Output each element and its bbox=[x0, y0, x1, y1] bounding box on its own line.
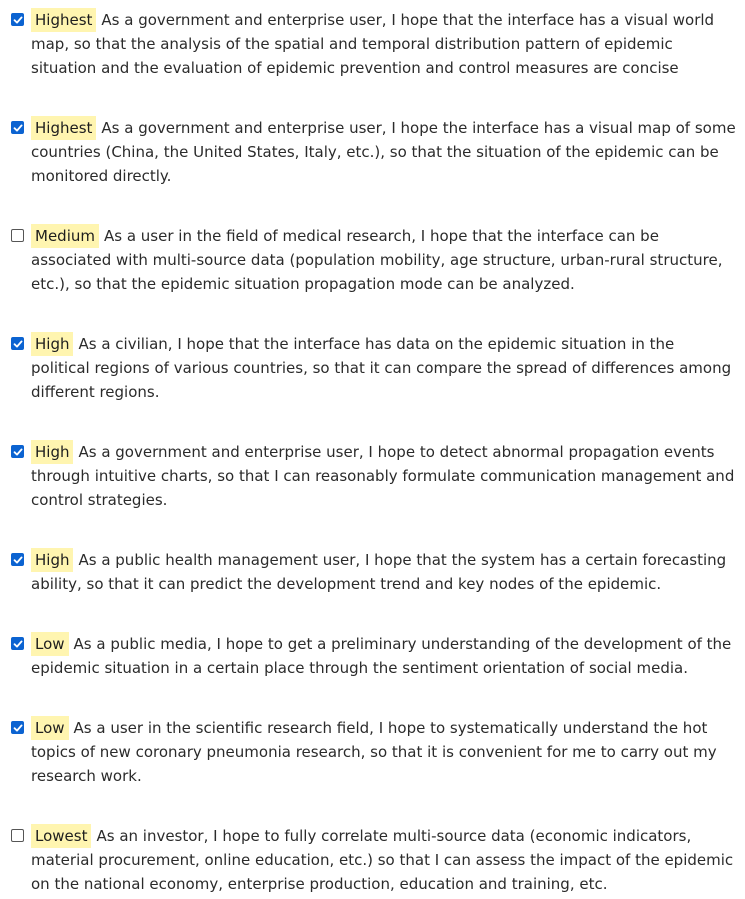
task-text bbox=[31, 224, 736, 296]
priority-badge: Low bbox=[31, 716, 69, 740]
task-text bbox=[31, 8, 736, 80]
task-description: As a user in the scientific research field, I hope to systematically understand the hot topics of new coronary pneumonia research, so that it is convenient for me to carry out my research work. bbox=[31, 719, 717, 785]
priority-badge: High bbox=[31, 548, 73, 572]
task-text bbox=[31, 548, 736, 596]
priority-badge: Lowest bbox=[31, 824, 91, 848]
task-description: As a government and enterprise user, I hope that the interface has a visual world map, so that the analysis of the spatial and temporal distribution pattern of epidemic situation and the evaluation of epidemic prevention and control measures are concise bbox=[31, 11, 715, 77]
task-checkbox[interactable] bbox=[11, 553, 24, 566]
task-description: As an investor, I hope to fully correlate multi-source data (economic indicators, material procurement, online education, etc.) so that I can assess the impact of the epidemic on the national economy, enterprise production, education and training, etc. bbox=[31, 827, 734, 893]
task-description: As a public health management user, I hope that the system has a certain forecasting ability, so that it can predict the development trend and key nodes of the epidemic. bbox=[31, 551, 727, 593]
priority-badge: Low bbox=[31, 632, 69, 656]
task-text bbox=[31, 824, 736, 896]
task-description: As a government and enterprise user, I hope to detect abnormal propagation events through intuitive charts, so that I can reasonably formulate communication management and control strategies. bbox=[31, 443, 735, 509]
task-checkbox[interactable] bbox=[11, 637, 24, 650]
task-checkbox[interactable] bbox=[11, 121, 24, 134]
priority-badge: Highest bbox=[31, 8, 96, 32]
task-text bbox=[31, 716, 736, 788]
task-text bbox=[31, 440, 736, 512]
checkmark-icon bbox=[13, 339, 23, 349]
checkmark-icon bbox=[13, 723, 23, 733]
priority-badge: Highest bbox=[31, 116, 96, 140]
task-checkbox[interactable] bbox=[11, 829, 24, 842]
task-text bbox=[31, 116, 736, 188]
checkmark-icon bbox=[13, 447, 23, 457]
task-text bbox=[31, 632, 736, 680]
priority-badge: High bbox=[31, 332, 73, 356]
task-description: As a user in the field of medical research, I hope that the interface can be associated with multi-source data (population mobility, age structure, urban-rural structure, etc.), so that the epidemic situation propagation mode can be analyzed. bbox=[31, 227, 723, 293]
priority-badge: High bbox=[31, 440, 73, 464]
task-checkbox[interactable] bbox=[11, 337, 24, 350]
task-description: As a government and enterprise user, I hope the interface has a visual map of some countries (China, the United States, Italy, etc.), so that the situation of the epidemic can be monitored directly. bbox=[31, 119, 736, 185]
checkmark-icon bbox=[13, 15, 23, 25]
task-checkbox[interactable] bbox=[11, 229, 24, 242]
checkmark-icon bbox=[13, 123, 23, 133]
checkmark-icon bbox=[13, 555, 23, 565]
task-description: As a public media, I hope to get a preliminary understanding of the development of the epidemic situation in a certain place through the sentiment orientation of social media. bbox=[31, 635, 732, 677]
priority-badge: Medium bbox=[31, 224, 99, 248]
task-checkbox[interactable] bbox=[11, 13, 24, 26]
task-text bbox=[31, 332, 736, 404]
task-checkbox[interactable] bbox=[11, 445, 24, 458]
task-description: As a civilian, I hope that the interface has data on the epidemic situation in the political regions of various countries, so that it can compare the spread of differences among different regions. bbox=[31, 335, 732, 401]
checkmark-icon bbox=[13, 639, 23, 649]
task-checkbox[interactable] bbox=[11, 721, 24, 734]
